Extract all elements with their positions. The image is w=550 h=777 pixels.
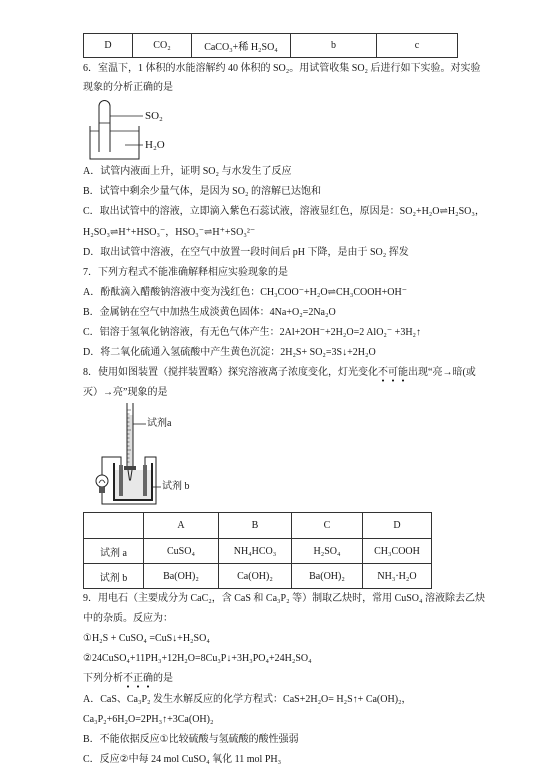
table-row (84, 34, 458, 58)
table-header-cell: C (292, 513, 363, 539)
table-cell: CuSO₄ (144, 539, 219, 564)
table-cell: NH₄HCO₃ (219, 539, 292, 564)
table-cell: NH₃·H₂O (363, 564, 432, 589)
table-cell: CH₃COOH (363, 539, 432, 564)
q6-stem-line-1: 6．室温下，1 体积的水能溶解约 40 体积的 SO₂。用试管收集 SO₂ 后进行如下实验。对实验 (83, 63, 481, 74)
q7-option-c: C．铝溶于氢氧化钠溶液，有无色气体产生：2Al+2OH⁻+2H₂O=2 AlO₂⁻ +3H₂↑ (83, 327, 422, 338)
burette-stopcock (124, 466, 136, 470)
q9-option-c: C．反应②中每 24 mol CuSO₄ 氧化 11 mol PH₃ (83, 754, 282, 765)
table-cell: D (84, 34, 133, 58)
burette-liquid (128, 415, 133, 466)
q9-prompt-emphasis: 不正确 (123, 673, 153, 688)
q6-stem-line-2: 现象的分析正确的是 (83, 82, 173, 93)
right-electrode (143, 465, 147, 496)
water-label: H₂O (145, 139, 165, 151)
q7-option-b: B．金属钠在空气中加热生成淡黄色固体：4Na+O₂=2Na₂O (83, 307, 336, 318)
left-electrode (119, 465, 123, 496)
table-corner-cell (84, 513, 144, 539)
table-row-label: 试剂 a (84, 539, 144, 564)
reagent-table (83, 512, 432, 589)
table-cell: Ba(OH)₂ (144, 564, 219, 589)
table-cell: H₂SO₄ (292, 539, 363, 564)
q6-option-c-line-1: C．取出试管中的溶液，立即滴入紫色石蕊试液，溶液显红色，原因是：SO₂+H₂O⇌H₂SO₃， (83, 206, 485, 217)
q9-prompt (83, 672, 173, 686)
q9-stem-line-1: 9．用电石（主要成分为 CaC₂，含 CaS 和 Ca₃P₂ 等）制取乙炔时，常用 CuSO₄ 溶液除去乙炔 (83, 593, 486, 604)
table-cell: c (377, 34, 458, 58)
table-header-cell: B (219, 513, 292, 539)
q8-stem-text: 出现“亮→暗(或 (408, 367, 476, 378)
q9-option-a-line-1: A．CaS、Ca₃P₂ 发生水解反应的化学方程式：CaS+2H₂O= H₂S↑+ Ca(OH)₂， (83, 694, 412, 705)
gas-label: SO₂ (145, 110, 163, 122)
reagent-b-label: 试剂 b (162, 481, 190, 492)
q6-option-c-line-2: H₂SO₃⇌H⁺+HSO₃⁻，HSO₃⁻⇌H⁺+SO₃²⁻ (83, 227, 256, 238)
table-row-label: 试剂 b (84, 564, 144, 589)
q9-prompt-text: 下列分析 (83, 673, 123, 684)
q7-stem: 7．下列方程式不能准确解释相应实验现象的是 (83, 267, 288, 278)
q9-reaction-2: ②24CuSO₄+11PH₃+12H₂O=8Cu₃P↓+3H₃PO₄+24H₂SO₄ (83, 653, 312, 664)
q6-option-a: A．试管内液面上升，证明 SO₂ 与水发生了反应 (83, 166, 292, 177)
previous-question-table (83, 33, 458, 58)
table-header-cell: D (363, 513, 432, 539)
q9-option-b: B．不能依据反应①比较硫酸与氢硫酸的酸性强弱 (83, 734, 299, 745)
q6-option-b: B．试管中剩余少量气体，是因为 SO₂ 的溶解已达饱和 (83, 186, 321, 197)
q8-stem-text: 8．使用如图装置（搅拌装置略）探究溶液离子浓度变化，灯光变化 (83, 367, 378, 378)
q7-option-a: A．酚酞滴入醋酸钠溶液中变为浅红色：CH₃COO⁻+H₂O⇌CH₃COOH+OH⁻ (83, 287, 408, 298)
q7-option-d: D．将二氧化硫通入氢硫酸中产生黄色沉淀：2H₂S+ SO₂=3S↓+2H₂O (83, 347, 376, 358)
table-cell: CO₂ (133, 34, 192, 58)
q8-stem-line-2: 灭）→亮”现象的是 (83, 387, 168, 398)
q8-stem-emphasis: 不可能 (378, 367, 408, 382)
table-header-cell: A (144, 513, 219, 539)
table-cell: Ca(OH)₂ (219, 564, 292, 589)
q9-prompt-text: 的是 (153, 673, 173, 684)
q9-stem-line-2: 中的杂质。反应为： (83, 613, 173, 624)
q6-test-tube-figure (86, 98, 144, 162)
q9-reaction-1: ①H₂S + CuSO₄ =CuS↓+H₂SO₄ (83, 633, 210, 644)
table-row (84, 564, 432, 589)
table-cell: Ba(OH)₂ (292, 564, 363, 589)
q6-option-d: D．取出试管中溶液，在空气中放置一段时间后 pH 下降，是由于 SO₂ 挥发 (83, 247, 409, 258)
table-cell: b (291, 34, 377, 58)
bulb-filament (99, 480, 105, 483)
table-header-row (84, 513, 432, 539)
light-bulb (96, 475, 108, 487)
q8-stem-line-1 (83, 366, 476, 380)
bulb-base (99, 487, 105, 493)
inverted-test-tube (99, 101, 110, 153)
q9-option-a-line-2: Ca₃P₂+6H₂O=2PH₃↑+3Ca(OH)₂ (83, 714, 214, 725)
table-cell: CaCO₃+稀 H₂SO₄ (192, 34, 291, 58)
table-row (84, 539, 432, 564)
reagent-a-label: 试剂a (147, 418, 172, 429)
